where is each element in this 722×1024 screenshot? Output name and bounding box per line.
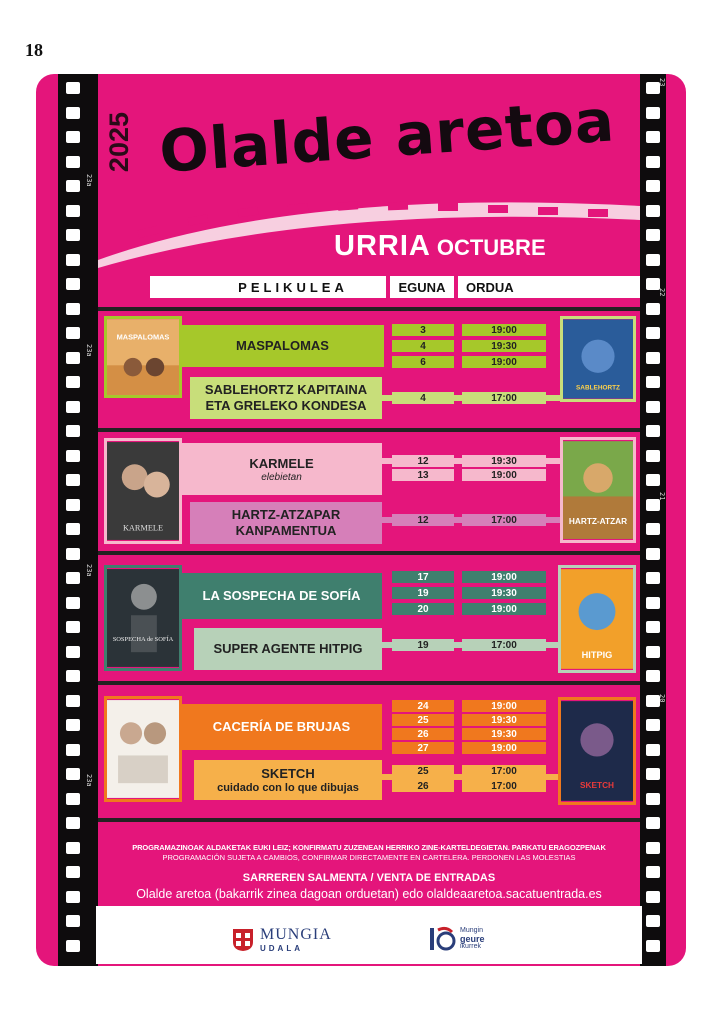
- show-time: 17:00: [462, 514, 546, 526]
- show-time: 19:00: [462, 356, 546, 368]
- film-perforation: [66, 376, 80, 388]
- mungia-sub: UDALA: [260, 944, 303, 953]
- show-day: 26: [392, 780, 454, 792]
- film-perforation: [66, 474, 80, 486]
- show-day: 19: [392, 639, 454, 651]
- film-title-box: [181, 704, 382, 750]
- film-edge-number: 23a: [85, 774, 93, 787]
- film-perforation: [66, 401, 80, 413]
- film-perforation: [646, 572, 660, 584]
- film-perforation: [66, 891, 80, 903]
- geure-l3: ikurrek: [460, 943, 482, 950]
- show-day: 4: [392, 392, 454, 404]
- film-title: KARMELE: [249, 455, 314, 471]
- film-perforation: [646, 915, 660, 927]
- film-perforation: [66, 548, 80, 560]
- film-perforation: [646, 548, 660, 560]
- show-time: 19:00: [462, 742, 546, 754]
- geure-ikurrek-logo: [426, 926, 485, 952]
- show-time: 19:30: [462, 714, 546, 726]
- header-day: EGUNA: [390, 276, 454, 298]
- film-edge-number: 23a: [85, 344, 93, 357]
- film-perforation: [646, 793, 660, 805]
- film-perforation: [66, 156, 80, 168]
- logos-area: [96, 906, 642, 964]
- show-day: 4: [392, 340, 454, 352]
- film-perforation: [646, 597, 660, 609]
- show-day: 27: [392, 742, 454, 754]
- sketch-poster-text: SKETCH: [579, 779, 615, 790]
- mungia-shield-icon: [232, 928, 254, 952]
- film-perforation: [646, 474, 660, 486]
- film-perforation: [646, 940, 660, 952]
- show-time: 19:30: [462, 455, 546, 467]
- show-time: 19:00: [462, 571, 546, 583]
- sale-text: Olalde aretoa (bakarrik zinea dagoan orduetan) edo olaldeaaretoa.sacatuentrada.es: [136, 887, 602, 901]
- film-perforation: [646, 817, 660, 829]
- film-perforation: [646, 842, 660, 854]
- film-perforation: [66, 572, 80, 584]
- film-perforation: [646, 621, 660, 633]
- sospecha-poster-text: SOSPECHA de SOFÍA: [112, 636, 174, 644]
- film-strip-right: [640, 74, 666, 966]
- film-strip-left: [58, 74, 98, 966]
- film-title-box: [181, 573, 382, 619]
- film-perforation: [646, 303, 660, 315]
- film-perforation: [646, 205, 660, 217]
- film-perforation: [646, 107, 660, 119]
- film-perforation: [646, 523, 660, 535]
- month-es: OCTUBRE: [436, 235, 546, 260]
- show-day: 12: [392, 514, 454, 526]
- film-perforation: [66, 352, 80, 364]
- geure-l2: geure: [460, 934, 485, 944]
- film-perforation: [66, 523, 80, 535]
- film-perforation: [646, 254, 660, 266]
- film-perforation: [646, 425, 660, 437]
- film-perforation: [646, 352, 660, 364]
- month-label: [334, 230, 546, 263]
- film-subtitle: elebietan: [261, 471, 302, 483]
- show-time: 19:00: [462, 324, 546, 336]
- film-perforation: [646, 744, 660, 756]
- header-time: ORDUA: [458, 276, 640, 298]
- film-perforation: [646, 376, 660, 388]
- film-perforation: [66, 621, 80, 633]
- hitpig-poster: [558, 565, 636, 673]
- geure-ikurrek-icon: [426, 926, 456, 952]
- hitpig-poster-text: HITPIG: [581, 649, 613, 660]
- film-perforation: [646, 646, 660, 658]
- film-perforation: [646, 670, 660, 682]
- film-perforation: [646, 180, 660, 192]
- film-title: LA SOSPECHA DE SOFÍA: [202, 588, 361, 603]
- show-time: 17:00: [462, 392, 546, 404]
- show-day: 19: [392, 587, 454, 599]
- film-title: HARTZ-ATZAPAR KANPAMENTUA: [231, 507, 341, 538]
- show-time: 19:00: [462, 603, 546, 615]
- header-film: PELIKULEA: [150, 276, 386, 298]
- film-perforation: [646, 156, 660, 168]
- film-edge-number: 23a: [85, 174, 93, 187]
- block-divider: [98, 307, 640, 311]
- karmele-poster: [104, 438, 182, 544]
- film-edge-number: 23: [658, 78, 666, 87]
- maspalomas-poster-text: MASPALOMAS: [116, 332, 170, 342]
- show-time: 19:00: [462, 700, 546, 712]
- show-day: 25: [392, 714, 454, 726]
- year-label: 2025: [104, 112, 134, 173]
- film-perforation: [66, 695, 80, 707]
- show-day: 3: [392, 324, 454, 336]
- film-title: SKETCH: [261, 765, 315, 781]
- show-day: 13: [392, 469, 454, 481]
- film-perforation: [66, 278, 80, 290]
- film-perforation: [66, 793, 80, 805]
- block-divider: [98, 428, 640, 432]
- sketch-poster: [558, 697, 636, 805]
- page-number: 18: [25, 40, 43, 60]
- film-title: SUPER AGENTE HITPIG: [213, 641, 363, 656]
- caceria-poster: [104, 696, 182, 802]
- film-perforation: [646, 327, 660, 339]
- film-title-box: [181, 325, 384, 367]
- film-perforation: [66, 327, 80, 339]
- film-edge-number: 22: [658, 288, 666, 297]
- film-perforation: [646, 768, 660, 780]
- film-edge-number: 23a: [85, 564, 93, 577]
- film-perforation: [66, 254, 80, 266]
- film-title: MASPALOMAS: [236, 338, 329, 353]
- show-day: 6: [392, 356, 454, 368]
- show-day: 17: [392, 571, 454, 583]
- film-perforation: [66, 180, 80, 192]
- film-perforation: [646, 229, 660, 241]
- geure-l1: Mungin: [460, 927, 483, 934]
- film-perforation: [66, 499, 80, 511]
- film-perforation: [66, 768, 80, 780]
- film-title-box: [190, 502, 382, 544]
- month-eu: URRIA: [334, 230, 431, 262]
- hartz-poster-text: HARTZ-ATZAR: [568, 517, 628, 527]
- film-perforation: [66, 940, 80, 952]
- film-perforation: [66, 205, 80, 217]
- film-title-box: [181, 443, 382, 495]
- notice-eu: PROGRAMAZINOAK ALDAKETAK EUKI LEIZ; KONFIRMATU ZUZENEAN HERRIKO ZINE-KARTELDEGIETAN. PARKATU ERAGOZPENAK: [132, 843, 606, 852]
- karmele-poster-text: KARMELE: [122, 523, 164, 533]
- block-divider: [98, 551, 640, 555]
- film-title-box: [194, 760, 382, 800]
- sablehortz-poster: [560, 316, 636, 402]
- show-day: 24: [392, 700, 454, 712]
- film-perforation: [66, 229, 80, 241]
- show-day: 25: [392, 765, 454, 777]
- maspalomas-poster: [104, 316, 182, 398]
- hartz-atzapar-poster: [560, 437, 636, 543]
- show-time: 19:30: [462, 587, 546, 599]
- film-perforation: [66, 744, 80, 756]
- notice-es: PROGRAMACIÓN SUJETA A CAMBIOS, CONFIRMAR DIRECTAMENTE EN CARTELERA. PERDONEN LAS MOLESTIAS: [162, 853, 576, 862]
- film-perforation: [66, 82, 80, 94]
- show-day: 26: [392, 728, 454, 740]
- film-title-box: [190, 377, 382, 419]
- film-perforation: [66, 670, 80, 682]
- film-perforation: [66, 131, 80, 143]
- film-perforation: [66, 719, 80, 731]
- film-perforation: [66, 450, 80, 462]
- film-perforation: [66, 425, 80, 437]
- show-time: 19:00: [462, 469, 546, 481]
- sablehortz-poster-text: SABLEHORTZ: [576, 384, 620, 392]
- film-perforation: [66, 597, 80, 609]
- show-time: 19:30: [462, 728, 546, 740]
- film-perforation: [646, 719, 660, 731]
- film-perforation: [646, 891, 660, 903]
- sale-title: SARREREN SALMENTA / VENTA DE ENTRADAS: [242, 872, 496, 884]
- mungia-name: MUNGIA: [260, 926, 332, 943]
- film-perforation: [66, 646, 80, 658]
- film-perforation: [66, 842, 80, 854]
- film-perforation: [66, 915, 80, 927]
- film-perforation: [646, 450, 660, 462]
- footer-divider: [98, 818, 640, 822]
- venue-title: Olalde aretoa: [157, 86, 617, 186]
- film-edge-number: 21: [658, 492, 666, 501]
- film-perforation: [646, 866, 660, 878]
- film-perforation: [66, 303, 80, 315]
- film-perforation: [66, 866, 80, 878]
- film-title: SABLEHORTZ KAPITAINA ETA GRELEKO KONDESA: [204, 382, 368, 413]
- film-title-box: [194, 628, 382, 670]
- sospecha-poster: [104, 565, 182, 671]
- mungia-logo: [232, 926, 332, 953]
- film-perforation: [66, 107, 80, 119]
- show-time: 19:30: [462, 340, 546, 352]
- show-time: 17:00: [462, 780, 546, 792]
- block-divider: [98, 681, 640, 685]
- film-edge-number: 20: [658, 694, 666, 703]
- film-title: CACERÍA DE BRUJAS: [212, 719, 351, 734]
- film-perforation: [66, 817, 80, 829]
- show-time: 17:00: [462, 765, 546, 777]
- show-day: 20: [392, 603, 454, 615]
- film-perforation: [646, 131, 660, 143]
- show-day: 12: [392, 455, 454, 467]
- film-subtitle: cuidado con lo que dibujas: [217, 781, 359, 794]
- show-time: 17:00: [462, 639, 546, 651]
- film-perforation: [646, 401, 660, 413]
